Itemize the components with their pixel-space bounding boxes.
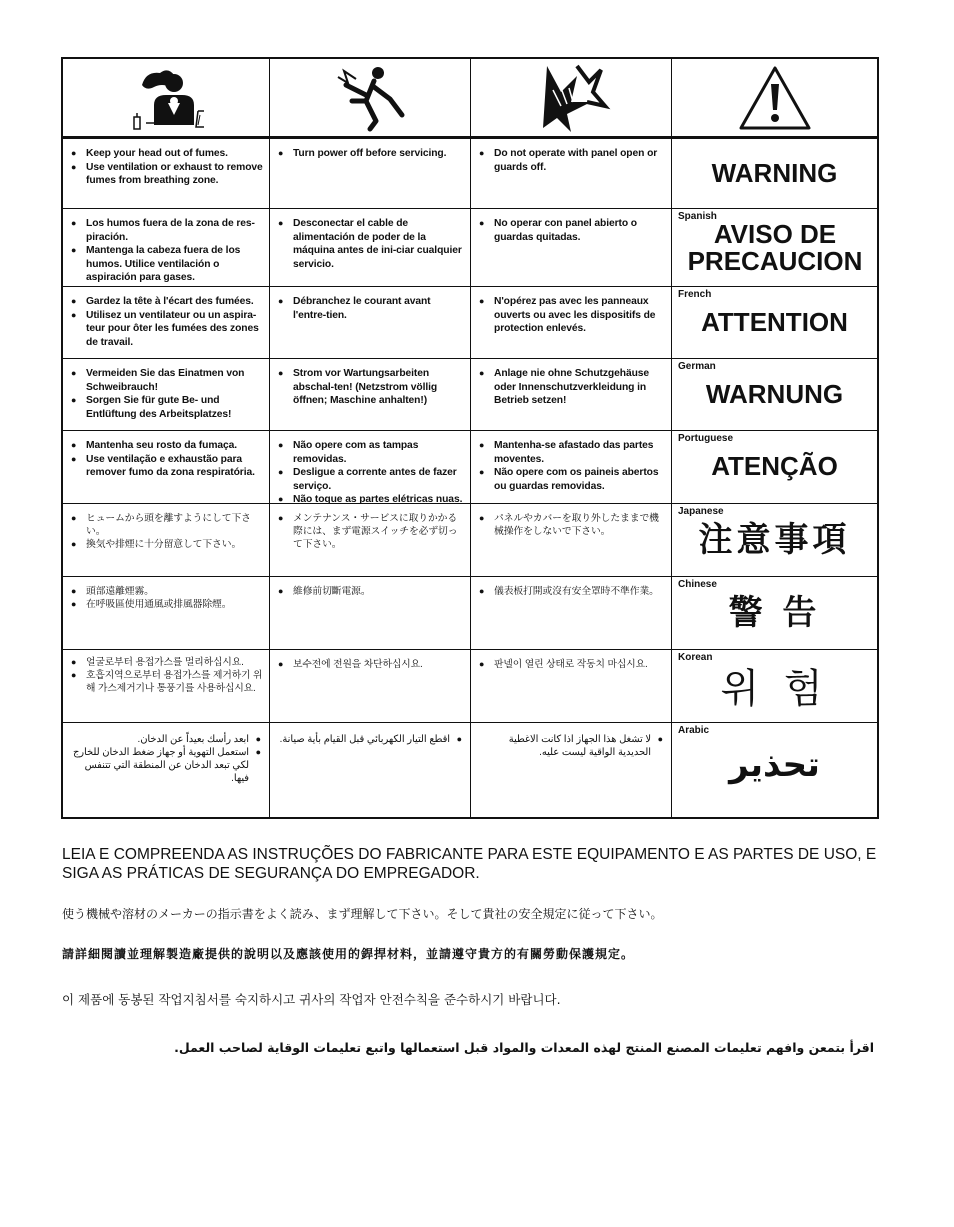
warning-word: 위 험 <box>720 666 829 712</box>
row-korean-warning <box>672 650 877 723</box>
instruction: ● 在呼吸區使用通風或排風器除煙。 <box>71 598 263 611</box>
language-label: Korean <box>678 652 713 663</box>
instruction: ● Use ventilation or exhaust to remove fumes from breathing zone. <box>71 161 263 188</box>
row-japanese-col1 <box>63 504 270 577</box>
warning-word: WARNING <box>711 158 838 188</box>
instruction: ● Gardez la tête à l'écart des fumées. <box>71 295 263 309</box>
row-french-col1 <box>63 287 270 359</box>
instruction: ● Utilisez un ventilateur ou un aspira-teur pour ôter les fumées des zones de travail. <box>71 309 263 350</box>
language-label: Japanese <box>678 506 724 517</box>
instruction: ● Do not operate with panel open or guards off. <box>479 147 665 174</box>
instruction: ● Desconectar el cable de alimentación de poder de la máquina antes de ini-ciar cualquier servicio. <box>278 217 464 271</box>
instruction: ● Vermeiden Sie das Einatmen von Schweibrauch! <box>71 367 263 394</box>
row-arabic-col3 <box>471 723 672 817</box>
warning-word: 注意事項 <box>698 520 851 560</box>
row-portuguese-warning <box>672 431 877 504</box>
warning-word: 警 告 <box>728 593 821 633</box>
footer-arabic: اقرأ بتمعن وافهم تعليمات المصنع المنتج لهذه المعدات والمواد قبل استعمالها واتبع تعليمات الوقاية لصاحب العمل. <box>174 1040 874 1055</box>
row-german-col2 <box>270 359 471 431</box>
instruction: ● 維修前切斷電源。 <box>278 585 464 598</box>
icon-cell-moving-parts <box>471 59 672 137</box>
row-japanese-warning <box>672 504 877 577</box>
instruction: ● Strom vor Wartungsarbeiten abschal-ten! (Netzstrom völlig öffnen; Maschine anhalten!) <box>278 367 464 408</box>
row-arabic-warning <box>672 723 877 817</box>
row-spanish-col1 <box>63 209 270 287</box>
row-spanish-col2 <box>270 209 471 287</box>
row-english-col1 <box>63 139 270 209</box>
row-portuguese-col3 <box>471 431 672 504</box>
language-label: German <box>678 361 716 372</box>
instruction: ● Não opere com os paineis abertos ou guardas removidas. <box>479 466 665 493</box>
row-korean-col3 <box>471 650 672 723</box>
instruction: ● N'opérez pas avec les panneaux ouverts ou avec les dispositifs de protection enlevés. <box>479 295 665 336</box>
electric-shock-icon <box>330 63 410 133</box>
language-label: Spanish <box>678 211 717 222</box>
row-chinese-col1 <box>63 577 270 650</box>
footer-chinese: 請詳細閱讀並理解製造廠提供的說明以及應該使用的銲捍材料，並請遵守貴方的有關勞動保護規定。 <box>62 947 635 961</box>
row-english-col2 <box>270 139 471 209</box>
row-german-col1 <box>63 359 270 431</box>
row-chinese-col2 <box>270 577 471 650</box>
row-french-col2 <box>270 287 471 359</box>
instruction: ● Mantenha seu rosto da fumaça. <box>71 439 263 453</box>
instruction: ● Débranchez le courant avant l'entre-tien. <box>278 295 464 322</box>
row-french-col3 <box>471 287 672 359</box>
warning-triangle-icon <box>737 64 813 132</box>
row-portuguese-col1 <box>63 431 270 504</box>
icon-cell-fumes <box>63 59 270 137</box>
language-label: Portuguese <box>678 433 734 444</box>
instruction: ● 호흡지역으로부터 용접가스를 제거하기 위해 가스제거기나 통풍기를 사용하십시요. <box>71 669 263 695</box>
footer-korean: 이 제품에 동봉된 작업지침서를 숙지하시고 귀사의 작업자 안전수칙을 준수하시기 바랍니다. <box>62 992 561 1007</box>
fumes-inhalation-icon <box>124 63 208 133</box>
warning-word: ATTENTION <box>701 307 848 337</box>
language-label: Chinese <box>678 579 717 590</box>
instruction: ● Desligue a corrente antes de fazer serviço. <box>278 466 464 493</box>
row-english-col3 <box>471 139 672 209</box>
row-japanese-col2 <box>270 504 471 577</box>
row-korean-col1 <box>63 650 270 723</box>
row-spanish-col3 <box>471 209 672 287</box>
row-japanese-col3 <box>471 504 672 577</box>
row-chinese-warning <box>672 577 877 650</box>
warning-word: ATENÇÃO <box>711 451 838 481</box>
instruction: ● Anlage nie ohne Schutzgehäuse oder Innenschutzverkleidung in Betrieb setzen! <box>479 367 665 408</box>
row-german-warning <box>672 359 877 431</box>
instruction: ● Use ventilação e exhaustão para remover fumo da zona respiratória. <box>71 453 263 480</box>
instruction: ● 판넬이 열린 상태로 작동치 마십시요. <box>479 658 665 671</box>
row-arabic-col2 <box>270 723 471 817</box>
footer-japanese: 使う機械や溶材のメーカーの指示書をよく読み、まず理解して下さい。そして貴社の安全規定に従って下さい。 <box>62 907 663 921</box>
instruction: ● لا تشغل هذا الجهاز اذا كانت الاغطية الحديدية الواقية ليست عليه. <box>477 733 663 759</box>
footer-portuguese: LEIA E COMPREENDA AS INSTRUÇÕES DO FABRICANTE PARA ESTE EQUIPAMENTO E AS PARTES DE USO, E SIGA AS PRÁTICAS DE SEGURANÇA DO EMPREGADOR. <box>62 846 877 882</box>
instruction: ● Sorgen Sie für gute Be- und Entlüftung des Arbeitsplatzes! <box>71 394 263 421</box>
row-chinese-col3 <box>471 577 672 650</box>
instruction: ● Não opere com as tampas removidas. <box>278 439 464 466</box>
instruction: ● 儀表板打開或沒有安全罩時不準作業。 <box>479 585 665 598</box>
instruction: ● Mantenga la cabeza fuera de los humos. Utilice ventilación o aspiración para gases. <box>71 244 263 285</box>
instruction: ● Keep your head out of fumes. <box>71 147 263 161</box>
instruction: ● Los humos fuera de la zona de res-piración. <box>71 217 263 244</box>
safety-warning-table <box>61 57 879 819</box>
instruction: ● 換気や排煙に十分留意して下さい。 <box>71 538 263 551</box>
language-label: Arabic <box>678 725 710 736</box>
row-spanish-warning <box>672 209 877 287</box>
row-french-warning <box>672 287 877 359</box>
row-arabic-col1 <box>63 723 270 817</box>
instruction: ● メンテナンス・サービスに取りかかる際には、まず電源スイッチを必ず切って下さい。 <box>278 512 464 551</box>
instruction: ● ابعد رأسك بعيداً عن الدخان. <box>69 733 261 746</box>
instruction: ● 얼굴로부터 용접가스를 멀리하십시요. <box>71 656 263 669</box>
instruction: ● No operar con panel abierto o guardas quitadas. <box>479 217 665 244</box>
instruction: ● اقطع التيار الكهربائي قبل القيام بأية صيانة. <box>276 733 462 746</box>
instruction: ● 頭部遠離煙霧。 <box>71 585 263 598</box>
warning-word: تحذير <box>729 745 820 785</box>
instruction: ● Turn power off before servicing. <box>278 147 464 161</box>
instruction: ● Não toque as partes elétricas nuas. <box>278 493 464 504</box>
language-label: French <box>678 289 712 300</box>
instruction: ● ヒュームから頭を離すようにして下さい。 <box>71 512 263 538</box>
row-korean-col2 <box>270 650 471 723</box>
instruction: ● Mantenha-se afastado das partes moventes. <box>479 439 665 466</box>
icon-cell-shock <box>270 59 471 137</box>
warning-word: AVISO DE PRECAUCION <box>687 219 863 276</box>
instruction: ● パネルやカバーを取り外したままで機械操作をしないで下さい。 <box>479 512 665 538</box>
warning-word: WARNUNG <box>705 379 844 409</box>
row-portuguese-col2 <box>270 431 471 504</box>
moving-parts-hand-icon <box>531 62 611 134</box>
row-german-col3 <box>471 359 672 431</box>
row-english-warning <box>672 139 877 209</box>
instruction: ● 보수전에 전원을 차단하십시요. <box>278 658 464 671</box>
instruction: ● استعمل التهوية أو جهاز ضغط الدخان للخارج لكي تبعد الدخان عن المنطقة التي تتنفس فيها. <box>69 746 261 785</box>
icon-cell-warning <box>672 59 877 137</box>
